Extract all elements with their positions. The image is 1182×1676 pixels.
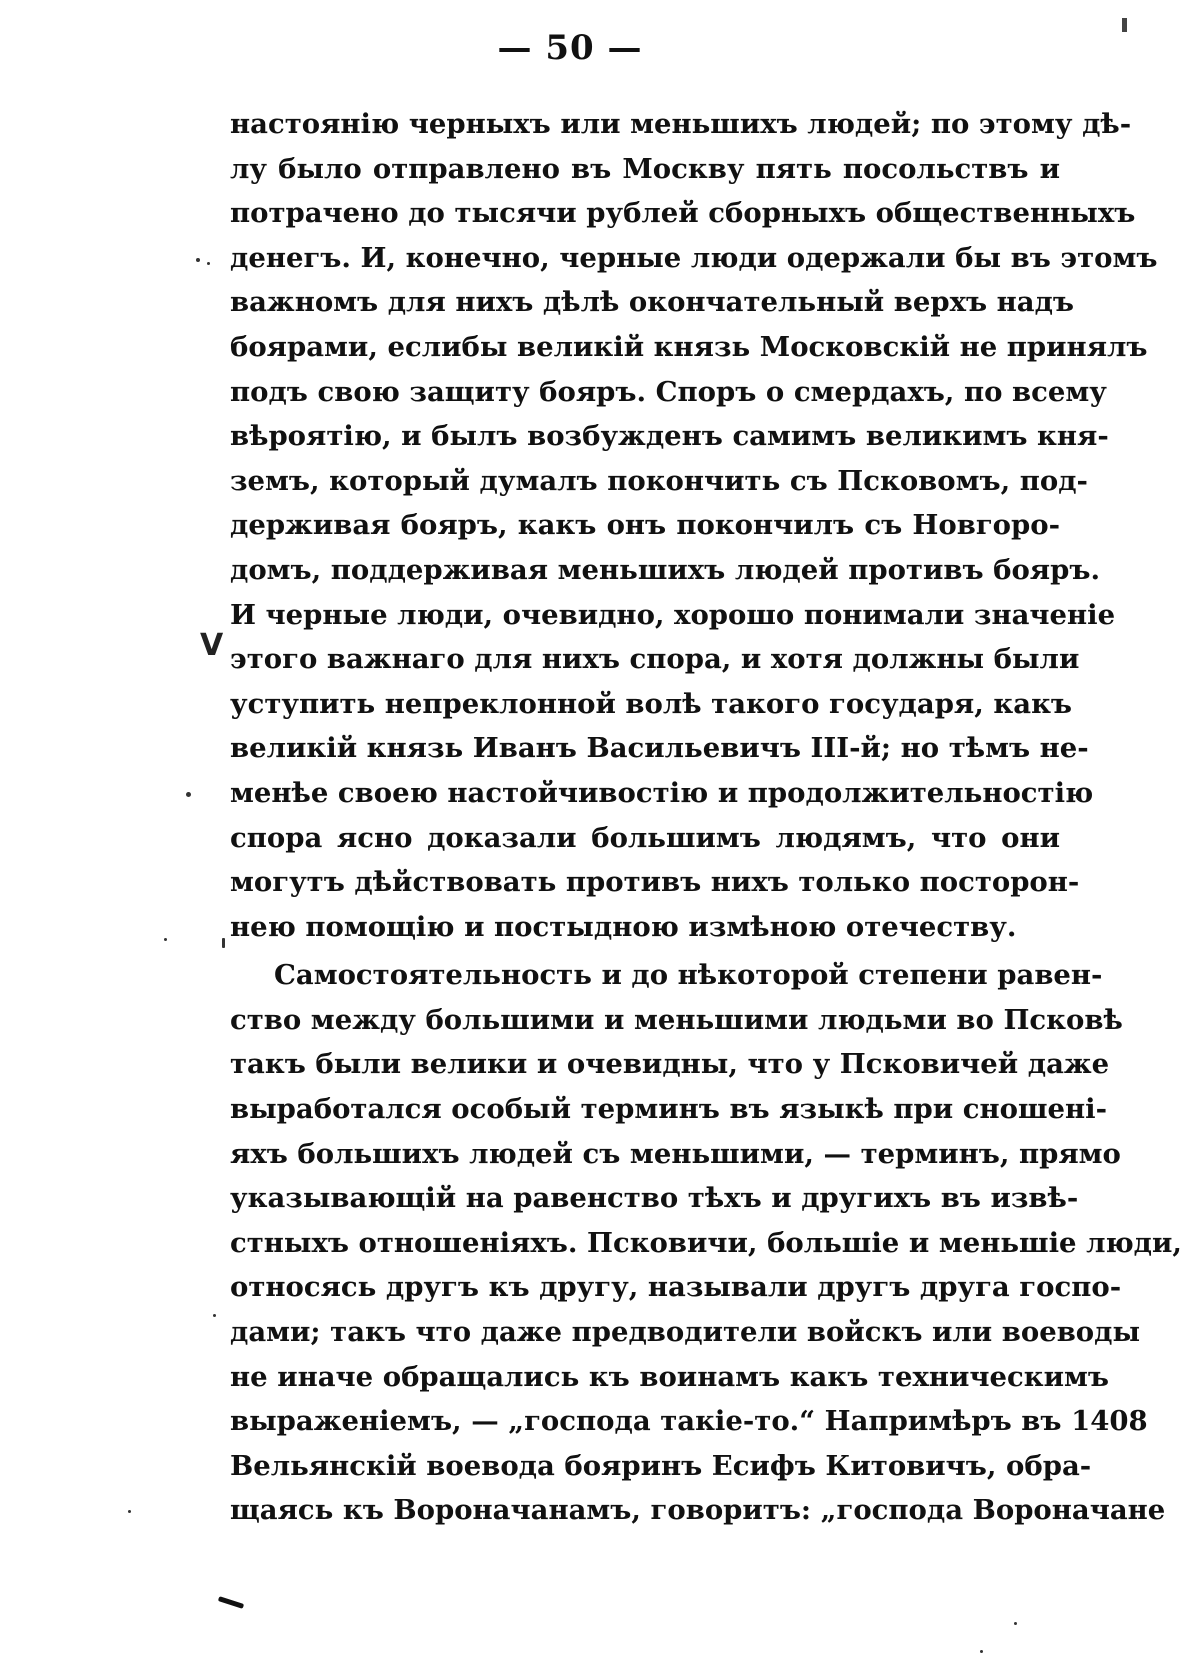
body-text — [230, 102, 1182, 1533]
text-line: земъ, который думалъ покончить съ Псковомъ, под- — [230, 464, 1088, 497]
margin-dot — [222, 938, 225, 948]
text-line: выраженіемъ, — „господа такіе-то.“ Напримѣръ въ 1408 — [230, 1405, 1148, 1438]
text-line: важномъ для нихъ дѣлѣ окончательный верхъ надъ — [230, 286, 1075, 319]
text-line: денегъ. И, конечно, черные люди одержали бы въ этомъ — [230, 241, 1158, 274]
margin-dot — [213, 1314, 216, 1317]
page-number: — 50 — — [497, 28, 643, 68]
margin-dot — [128, 1510, 131, 1513]
text-line: менѣе своею настойчивостію и продолжительностію — [230, 776, 1094, 809]
text-line: могутъ дѣйствовать противъ нихъ только посторон- — [230, 866, 1080, 899]
paragraph-1 — [230, 102, 1158, 949]
text-line: потрачено до тысячи рублей сборныхъ общественныхъ — [230, 197, 1136, 230]
text-line: выработался особый терминъ въ языкѣ при сношені- — [230, 1093, 1108, 1126]
text-line: держивая бояръ, какъ онъ покончилъ съ Новгоро- — [230, 509, 1060, 542]
text-line: великій князь Иванъ Васильевичъ III-й; но тѣмъ не- — [230, 732, 1089, 765]
text-line: домъ, поддерживая меньшихъ людей противъ бояръ. — [230, 553, 1101, 586]
margin-dot — [196, 258, 200, 262]
text-line: стныхъ отношеніяхъ. Псковичи, большіе и меньшіе люди, — [230, 1226, 1182, 1259]
text-line: нею помощію и постыдною измѣною отечеству. — [230, 910, 1017, 943]
margin-dash-mark — [218, 1596, 244, 1609]
text-line: указывающій на равенство тѣхъ и другихъ въ извѣ- — [230, 1182, 1079, 1215]
margin-dot — [207, 262, 210, 265]
text-line: этого важнаго для нихъ спора, и хотя должны были — [230, 643, 1080, 676]
text-line: лу было отправлено въ Москву пять посольствъ и — [230, 152, 1060, 185]
text-line: И черные люди, очевидно, хорошо понимали значеніе — [230, 598, 1116, 631]
text-line: щаясь къ Вороначанамъ, говоритъ: „господа Вороначане — [230, 1494, 1166, 1527]
text-line: Вельянскій воевода бояринъ Есифъ Китовичъ, обра- — [230, 1449, 1092, 1482]
text-line: Самостоятельность и до нѣкоторой степени равен- — [274, 959, 1103, 992]
text-line: уступить непреклонной волѣ такого государя, какъ — [230, 687, 1073, 720]
margin-check-mark: V — [200, 628, 224, 663]
scan-edge-mark — [1122, 18, 1127, 32]
margin-dot — [980, 1650, 983, 1653]
text-line: подъ свою защиту бояръ. Споръ о смердахъ, по всему — [230, 375, 1107, 408]
text-line: боярами, еслибы великій князь Московскій не принялъ — [230, 330, 1148, 363]
text-line: спора ясно доказали большимъ людямъ, что они — [230, 821, 1060, 854]
text-line: такъ были велики и очевидны, что у Псковичей даже — [230, 1048, 1110, 1081]
text-line: не иначе обращались къ воинамъ какъ техническимъ — [230, 1360, 1109, 1393]
text-line: относясь другъ къ другу, называли другъ друга госпо- — [230, 1271, 1122, 1304]
margin-dot — [164, 938, 167, 941]
text-line: вѣроятію, и былъ возбужденъ самимъ великимъ кня- — [230, 420, 1109, 453]
paragraph-2 — [230, 953, 1182, 1533]
text-line: яхъ большихъ людей съ меньшими, — терминъ, прямо — [230, 1137, 1121, 1170]
text-line: дами; такъ что даже предводители войскъ или воеводы — [230, 1316, 1141, 1349]
margin-dot — [186, 792, 191, 797]
text-line: ство между большими и меньшими людьми во Псковѣ — [230, 1003, 1123, 1036]
margin-dot — [1014, 1622, 1017, 1625]
text-line: настоянію черныхъ или меньшихъ людей; по этому дѣ- — [230, 108, 1132, 140]
